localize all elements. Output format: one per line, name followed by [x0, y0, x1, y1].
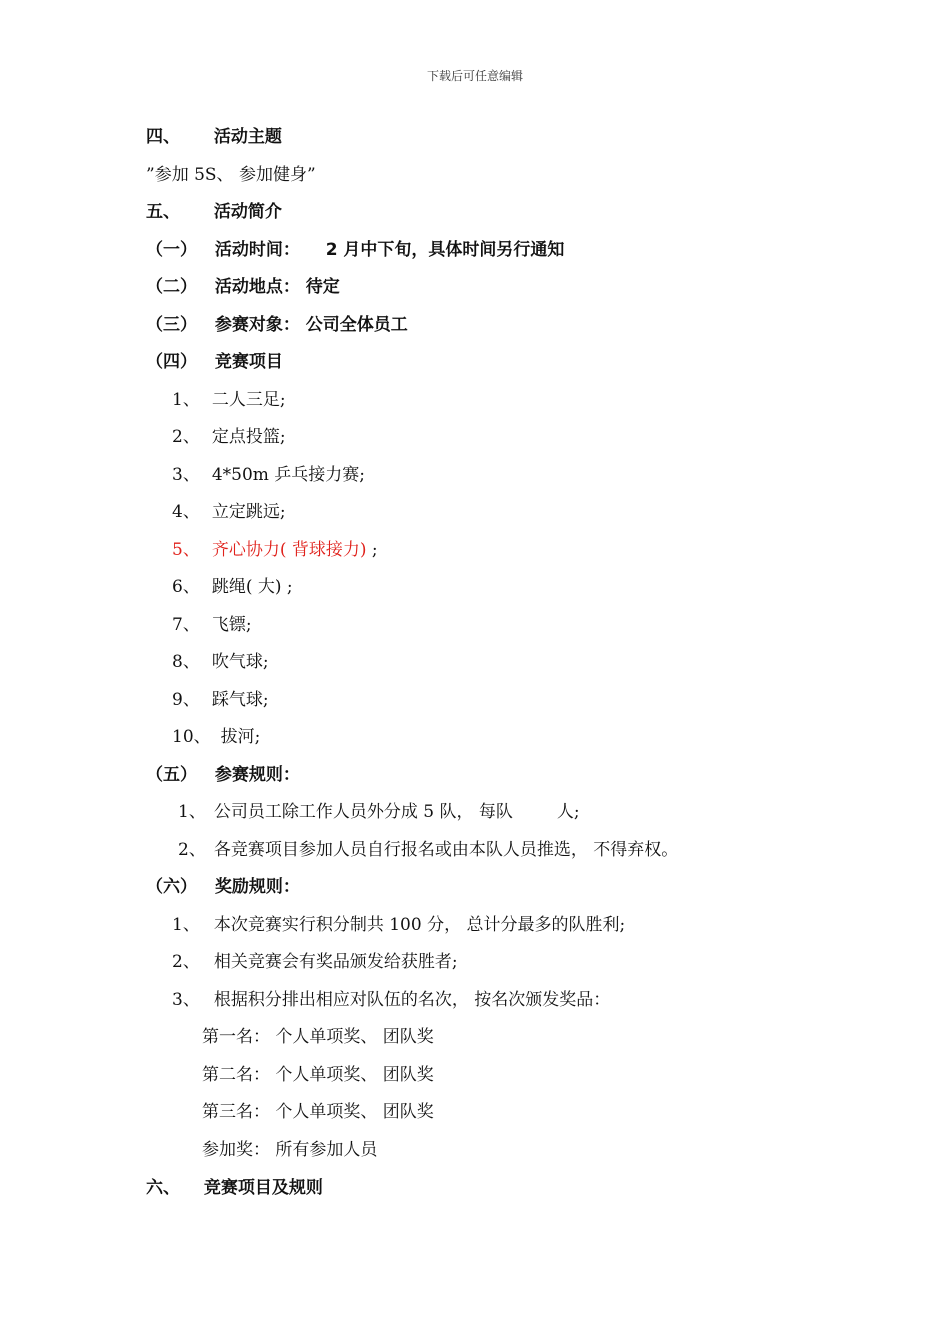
- subsection-value: 公司全体员工: [305, 315, 408, 335]
- subsection-events-heading: [146, 351, 283, 373]
- list-item-number: 2、: [172, 952, 200, 972]
- section-title: 活动简介: [213, 202, 282, 222]
- list-item: [172, 726, 260, 748]
- subsection-activity-time: [146, 239, 564, 261]
- list-item-text: 相关竞赛会有奖品颁发给获胜者;: [213, 952, 458, 972]
- list-item-number: 4、: [172, 502, 200, 522]
- list-item: [172, 914, 625, 936]
- subsection-number: （五）: [146, 765, 197, 785]
- subsection-value: 待定: [305, 277, 340, 297]
- list-item-text: 拔河;: [220, 727, 261, 747]
- list-item: [172, 614, 252, 636]
- list-item-number: 8、: [172, 652, 200, 672]
- list-item: [172, 989, 610, 1011]
- list-item-suffix: ;: [366, 540, 378, 560]
- subsection-label: 活动时间：: [214, 240, 300, 260]
- subsection-participants: [146, 314, 408, 336]
- list-item-text: 齐心协力( 背球接力): [211, 540, 367, 560]
- subsection-number: （三）: [146, 315, 197, 335]
- subsection-label: 活动地点：: [214, 277, 300, 297]
- section-number: 五、: [146, 202, 180, 222]
- list-item-text: 本次竞赛实行积分制共 100 分， 总计分最多的队胜利;: [213, 915, 626, 935]
- list-item-number: 3、: [172, 465, 200, 485]
- prize-line: 第三名： 个人单项奖、 团队奖: [202, 1102, 434, 1122]
- list-item: [172, 389, 286, 411]
- section-title: 竞赛项目及规则: [203, 1178, 323, 1198]
- list-item-text: 二人三足;: [211, 390, 286, 410]
- list-item-number: 6、: [172, 577, 200, 597]
- list-item-text: 4*50m 乒乓接力赛;: [211, 465, 366, 485]
- list-item: [172, 426, 286, 448]
- subsection-title: 参赛规则：: [214, 765, 300, 785]
- section-heading-4: [146, 126, 282, 148]
- list-item-number: 3、: [172, 990, 200, 1010]
- section-number: 四、: [146, 127, 180, 147]
- subsection-value: 2 月中下旬，具体时间另行通知: [325, 240, 565, 260]
- subsection-title: 竞赛项目: [214, 352, 283, 372]
- prize-line: 参加奖： 所有参加人员: [202, 1140, 378, 1160]
- page-header-note: 下载后可任意编辑: [426, 69, 523, 83]
- list-item-text: 公司员工除工作人员外分成 5 队， 每队: [213, 802, 513, 822]
- list-item: [172, 951, 458, 973]
- list-item: [172, 464, 365, 486]
- list-item-text: 根据积分排出相应对队伍的名次， 按名次颁发奖品：: [213, 990, 611, 1010]
- theme-text: ”参加 5S、 参加健身”: [146, 165, 316, 185]
- list-item: [172, 501, 286, 523]
- subsection-label: 参赛对象：: [214, 315, 300, 335]
- list-item: [172, 689, 269, 711]
- list-item-text: 定点投篮;: [211, 427, 286, 447]
- subsection-number: （六）: [146, 877, 197, 897]
- list-item-text: 飞镖;: [211, 615, 252, 635]
- list-item-number: 2、: [178, 840, 206, 860]
- subsection-rules-heading: [146, 764, 300, 786]
- subsection-activity-place: [146, 276, 340, 298]
- list-item-number: 9、: [172, 690, 200, 710]
- list-item-text: 吹气球;: [211, 652, 269, 672]
- section-heading-6: [146, 1177, 323, 1199]
- list-item-text: 立定跳远;: [211, 502, 286, 522]
- list-item-number: 1、: [172, 390, 200, 410]
- subsection-awards-heading: [146, 876, 300, 898]
- list-item-number: 1、: [172, 915, 200, 935]
- subsection-number: （四）: [146, 352, 197, 372]
- list-item-number: 2、: [172, 427, 200, 447]
- list-item: [178, 839, 678, 861]
- subsection-number: （二）: [146, 277, 197, 297]
- subsection-title: 奖励规则：: [214, 877, 300, 897]
- list-item-text: 各竞赛项目参加人员自行报名或由本队人员推选， 不得弃权。: [213, 840, 679, 860]
- section-number: 六、: [146, 1178, 180, 1198]
- section-title: 活动主题: [213, 127, 282, 147]
- list-item: [172, 651, 269, 673]
- list-item-number: 7、: [172, 615, 200, 635]
- list-item-highlighted: [172, 539, 378, 561]
- list-item: [172, 576, 293, 598]
- list-item-number: 5、: [172, 540, 200, 560]
- prize-line: 第一名： 个人单项奖、 团队奖: [202, 1027, 434, 1047]
- list-item-number: 1、: [178, 802, 206, 822]
- prize-line: 第二名： 个人单项奖、 团队奖: [202, 1065, 434, 1085]
- section-heading-5: [146, 201, 282, 223]
- list-item-text: 跳绳( 大) ;: [211, 577, 293, 597]
- list-item: [178, 801, 580, 823]
- subsection-number: （一）: [146, 240, 197, 260]
- list-item-tail: 人;: [556, 802, 580, 822]
- list-item-text: 踩气球;: [211, 690, 269, 710]
- list-item-number: 10、: [172, 727, 211, 747]
